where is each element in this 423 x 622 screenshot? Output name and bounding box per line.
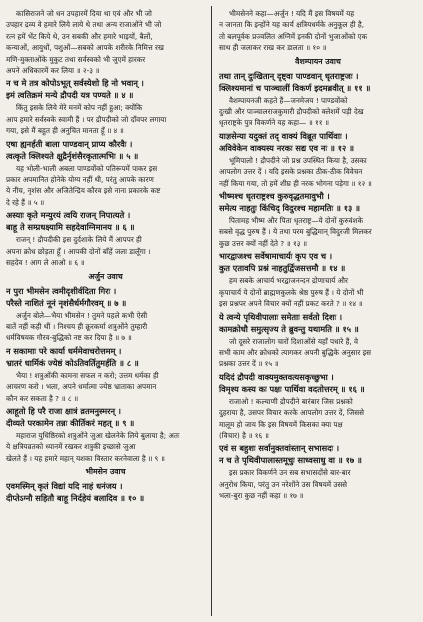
translation-paragraph	[219, 215, 417, 249]
paragraph-line: मालूम हो जाय कि इस विषयमें किसका क्या पक्ष	[219, 419, 343, 429]
verse-line: न सकामाः परे कार्या धर्ममेवाचरोत्तमम् ।	[6, 345, 122, 356]
translation-paragraph	[6, 234, 205, 268]
right-column	[216, 8, 417, 616]
translation-paragraph	[6, 310, 205, 344]
paragraph-line: महाराज युधिष्ठिरको शत्रुओंने जुआ खेलनेके लिये बुलाया है; अतः	[16, 430, 180, 440]
paragraph-line: प्रकार अपमानित होनेके योग्य नहीं थी, परंतु आपके कारण	[6, 175, 154, 185]
verse-line: न च ते पृथिवीपालास्तमूचुः साध्वसाधु वा ॥ १७ ॥	[219, 455, 362, 466]
paragraph-line: कुछ उत्तर क्यों नहीं देते ? ॥ १३ ॥	[219, 238, 308, 248]
verse-line: यदिदं द्रौपदी वाक्यमुक्तवत्यसकृच्छुभा ।	[219, 371, 334, 382]
verse-line: कामक्रोधौ समुत्सृज्य ते ब्रुवन्तु यथामति ॥ १५ ॥	[219, 323, 359, 334]
paragraph-line: कौन कर सकता है ? ॥ ८ ॥	[6, 393, 79, 403]
paragraph-line: भैया ! शत्रुओंकी कामना सफल न करो; उत्तम धर्मका ही	[16, 370, 159, 380]
verse-line: क्लिश्यमानां च पाञ्चालीं विकर्ण इदमब्रवीत् ॥ ११ ॥	[219, 82, 371, 93]
paragraph-line: दे रहे हैं ॥ ५ ॥	[6, 197, 45, 207]
sanskrit-verse	[6, 77, 205, 101]
paragraph-line: सहदेव ! आग ले आओ ॥ ६ ॥	[6, 258, 85, 268]
sanskrit-verse	[6, 285, 205, 309]
paragraph-line: धृतराष्ट्रके पुत्र विकर्णने यह कहा— ॥ ११ ॥	[219, 118, 330, 128]
paragraph-line: नहीं किया गया, तो हमें शीघ्र ही नरक भोगना पड़ेगा ॥ १२ ॥	[219, 178, 372, 188]
paragraph-line: दुःखी और पाञ्चालराजकुमारी द्रौपदीको क्लेशमें पड़ी देख	[219, 107, 364, 117]
paragraph-line: खेलते हैं । यह हमारे महान् यशका विस्तार करनेवाला है ॥ ९ ॥	[6, 453, 165, 463]
paragraph-line: ये नीच, नृशंस और अजितेन्द्रिय कौरव इसे नाना प्रकारके कष्ट	[6, 186, 161, 196]
paragraph-line: दुहराया है, उसपर विचार करके आपलोग उत्तर दें, जिससे	[219, 408, 364, 418]
sanskrit-verse	[219, 250, 417, 274]
verse-line: भीष्मश्च धृतराष्ट्रश्च कुरुवृद्धतमावुभौ ।	[219, 191, 330, 202]
paragraph-line: गया, इसे मैं बहुत ही अनुचित मानता हूँ ॥ ४ ॥	[6, 126, 124, 136]
paragraph-line: सबसे वृद्ध पुरुष हैं । ये तथा परम बुद्धिमान् विदुरजी मिलकर	[219, 227, 372, 237]
verse-line: बाहू ते सम्प्रधक्ष्यामि सहदेवाग्निमानय ॥ ६ ॥	[6, 222, 135, 233]
paragraph-line: रत्न हमें भेंट किये थे, उन सबकी और हमारे भाइयों, बैलों,	[6, 31, 153, 41]
translation-paragraph	[219, 8, 417, 54]
verse-line: भारद्वाजश्च सर्वेषामाचार्यः कृप एव च ।	[219, 251, 333, 262]
paragraph-line: ये क्षत्रियव्रतको ध्यानमें रखकर शत्रुकी इच्छासे जुआ	[6, 442, 136, 452]
verse-line: आहूतो हि परै राजा क्षात्रं व्रतमनुस्मरन् ।	[6, 405, 121, 416]
paragraph-line: तो बलपूर्वक प्रज्वलित अग्निमें इनकी दोनों भुजाओंको एक	[219, 31, 368, 41]
verse-line: परैस्ते नाशितं नूनं नृशंसैर्धर्मगौरवम् ॥ ७ ॥	[6, 297, 127, 308]
paragraph-line: अनुरोध किया, परंतु उन नरेशोंने उस विषयमें उससे	[219, 479, 348, 489]
sanskrit-verse	[219, 371, 417, 395]
paragraph-line: आप हमारे सर्वस्वके स्वामी हैं । पर द्रौपदीको जो दाँवपर लगाया	[6, 114, 167, 124]
paragraph-line: वैशम्पायनजी कहते हैं—जनमेजय ! पाण्डवोंको	[229, 95, 348, 105]
verse-line: इमं त्वतिक्रमं मन्ये द्रौपदी यत्र पण्यते ॥ ४ ॥	[6, 90, 134, 101]
paragraph-line: कृपाचार्य ये दोनों ब्राह्मणकुलके श्रेष्ठ पुरुष हैं । ये दोनों भी	[219, 287, 364, 297]
sanskrit-verse	[219, 130, 417, 154]
verse-line: न पुरा भीमसेन त्वमीदृशीर्वदिता गिरः ।	[6, 285, 117, 296]
paragraph-line: इस प्रकार विकर्णने उन सब सभासदोंसे बार-बार	[229, 468, 351, 478]
translation-paragraph	[219, 467, 417, 501]
translation-paragraph	[219, 95, 417, 129]
verse-line: याज्ञसेन्या यदुक्तं तद् वाक्यं विब्रूत पार्थिवाः ।	[219, 130, 348, 141]
paragraph-line: भला-बुरा कुछ नहीं कहा ॥ १७ ॥	[219, 491, 304, 501]
paragraph-line: हम सबके आचार्य भरद्वाजनन्दन द्रोणाचार्य और	[229, 276, 348, 286]
translation-paragraph	[6, 163, 205, 209]
translation-paragraph	[6, 430, 205, 464]
speaker-heading: भीमसेन उवाच	[85, 467, 126, 477]
paragraph-line: मणि-मुक्ताओंके मुकुट तथा सर्वस्वको भी जुएमें हारकर	[6, 54, 146, 64]
column-divider	[211, 6, 212, 616]
verse-line: कुत एतावपि प्रश्नं नाहतुर्द्विजसत्तमौ ॥ १४ ॥	[219, 263, 346, 274]
verse-line: एवमस्मिन् कृतं विद्यां यदि नाहं धनंजय ।	[6, 481, 123, 492]
left-column	[6, 8, 208, 616]
paragraph-line: भूमिपालो ! द्रौपदीने जो प्रश्न उपस्थित किया है, उसका	[229, 155, 367, 165]
sanskrit-verse	[6, 138, 205, 162]
sanskrit-verse	[219, 311, 417, 335]
paragraph-line: आचरण करो । भला, अपने धर्मात्मा ज्येष्ठ भ्राताका अपमान	[6, 382, 157, 392]
paragraph-line: अपना क्रोध छोड़ता हूँ । आपकी दोनों बाँहें जला डालूँगा ।	[6, 246, 151, 256]
paragraph-line: आपलोग उत्तर दें । यदि इसके प्रश्नका ठीक-ठीक विवेचन	[219, 167, 363, 177]
verse-line: दीप्तेऽग्नौ सहितौ बाहू निर्दहेयं बलादिव ॥ १० ॥	[6, 493, 145, 504]
sanskrit-verse	[6, 345, 205, 369]
paragraph-line: बातें नहीं कही थीं । निश्चय ही क्रूरकर्मा शत्रुओंने तुम्हारी	[6, 321, 148, 331]
sanskrit-verse	[219, 190, 417, 214]
paragraph-line: प्रश्नका उत्तर दें ॥ १५ ॥	[219, 359, 279, 369]
translation-paragraph	[219, 155, 417, 189]
translation-paragraph	[219, 396, 417, 442]
paragraph-line: भीमसेनने कहा—अर्जुन ! यदि मैं इस विषयमें यह	[229, 9, 355, 18]
paragraph-line: अपने अधिकारमें कर लिया ॥ २-३ ॥	[6, 66, 100, 76]
translation-paragraph	[6, 102, 205, 136]
paragraph-line: जो दूसरे राजालोग चारों दिशाओंसे यहाँ पधारे हैं, वे	[229, 336, 358, 346]
sanskrit-verse	[219, 70, 417, 94]
paragraph-line: सभी काम और क्रोधको त्यागकर अपनी बुद्धिके अनुसार इस	[219, 347, 372, 357]
paragraph-line: धर्मविषयक गौरव-बुद्धिको नष्ट कर दिया है ॥ ७ ॥	[6, 333, 132, 343]
paragraph-line: न जानता कि इन्होंने यह कार्य क्षत्रियधर्मके अनुकूल ही है,	[219, 20, 364, 30]
verse-line: न च मे तत्र कोपोऽभूत् सर्वस्येशो हि नो भवान् ।	[6, 78, 144, 89]
paragraph-line: साथ ही जलाकर राख कर डालता ॥ १० ॥	[219, 43, 327, 53]
paragraph-line: कासिराजने जो धन उपहारमें दिया था एवं और भी जो	[16, 9, 152, 18]
verse-line: एषा ह्यनर्हती बाला पाण्डवान् प्राप्य कौरवैः ।	[6, 138, 133, 149]
paragraph-line: यह भोली-भाली अबला पाण्डवोंको पतिरूपमें पाकर इस	[16, 163, 158, 173]
translation-paragraph	[6, 8, 205, 76]
sanskrit-verse	[6, 209, 205, 233]
sanskrit-verse	[6, 480, 205, 504]
translation-paragraph	[219, 336, 417, 370]
paragraph-line: कन्याओं, आयुधों, पशुओं—सबको आपके शरीरके निमित्त रख	[6, 43, 164, 53]
paragraph-line: पितामह भीष्म और पिता धृतराष्ट्र—ये दोनों कुरुवंशके	[229, 216, 364, 226]
paragraph-line: अर्जुन बोले—भैया भीमसेन ! तुमने पहले कभी ऐसी	[16, 310, 148, 320]
paragraph-line: राजाओ ! कल्याणी द्रौपदीने बारंबार जिस प्रश्नको	[229, 396, 353, 406]
verse-line: अस्याः कृते मन्युरयं त्वयि राजन् निपात्यते ।	[6, 210, 131, 221]
translation-paragraph	[6, 370, 205, 404]
paragraph-line: इस प्रश्नपर अपने विचार क्यों नहीं प्रकट करते ? ॥ १४ ॥	[219, 299, 363, 309]
verse-line: ये त्वन्ये पृथिवीपालाः समेताः सर्वतो दिशः ।	[219, 311, 343, 322]
verse-line: त्वत्कृते क्लिश्यते क्षुद्रैर्नृशंसैरकृतात्मभिः ॥ ५ ॥	[6, 150, 139, 161]
translation-paragraph	[219, 275, 417, 309]
verse-line: भ्रातरं धार्मिकं ज्येष्ठं कोऽतिवर्तितुमर्हति ॥ ८ ॥	[6, 357, 139, 368]
sanskrit-verse	[6, 405, 205, 429]
verse-line: समेत्य नाहतुः किंचिद् विदुरश्च महामतिः ॥ १३ ॥	[219, 203, 360, 214]
verse-line: विमृश्य कस्य कः पक्षः पार्थिवा वदतोत्तरम् ॥ १६ ॥	[219, 383, 365, 394]
speaker-heading: वैशम्पायन उवाच	[295, 56, 341, 66]
verse-line: दीव्यते परकामेन तन्नः कीर्तिकरं महत् ॥ ९ ॥	[6, 417, 135, 428]
paragraph-line: (विचार) है ॥ १६ ॥	[219, 430, 269, 440]
paragraph-line: उपहार द्रव्य वे हमारे लिये लाये थे तथा अन्य राजाओंने भी जो	[6, 20, 162, 30]
speaker-heading: अर्जुन उवाच	[88, 271, 123, 281]
paragraph-line: राजन् ! द्रौपदीकी इस दुर्दशाके लिये मैं आपपर ही	[16, 235, 142, 245]
paragraph-line: किंतु इसके लिये मेरे मनमें कोप नहीं हुआ; क्योंकि	[16, 103, 143, 113]
sanskrit-verse	[219, 442, 417, 466]
verse-line: तथा तान् दुःखितान् दृष्ट्वा पाण्डवान् धृतराष्ट्रजः ।	[219, 70, 359, 81]
verse-line: एवं स बहुशः सर्वानुक्तवांस्तान् सभासदः ।	[219, 443, 340, 454]
verse-line: अविवेकेन वाक्यस्य नरकः सद्य एव नः ॥ १२ ॥	[219, 142, 354, 153]
